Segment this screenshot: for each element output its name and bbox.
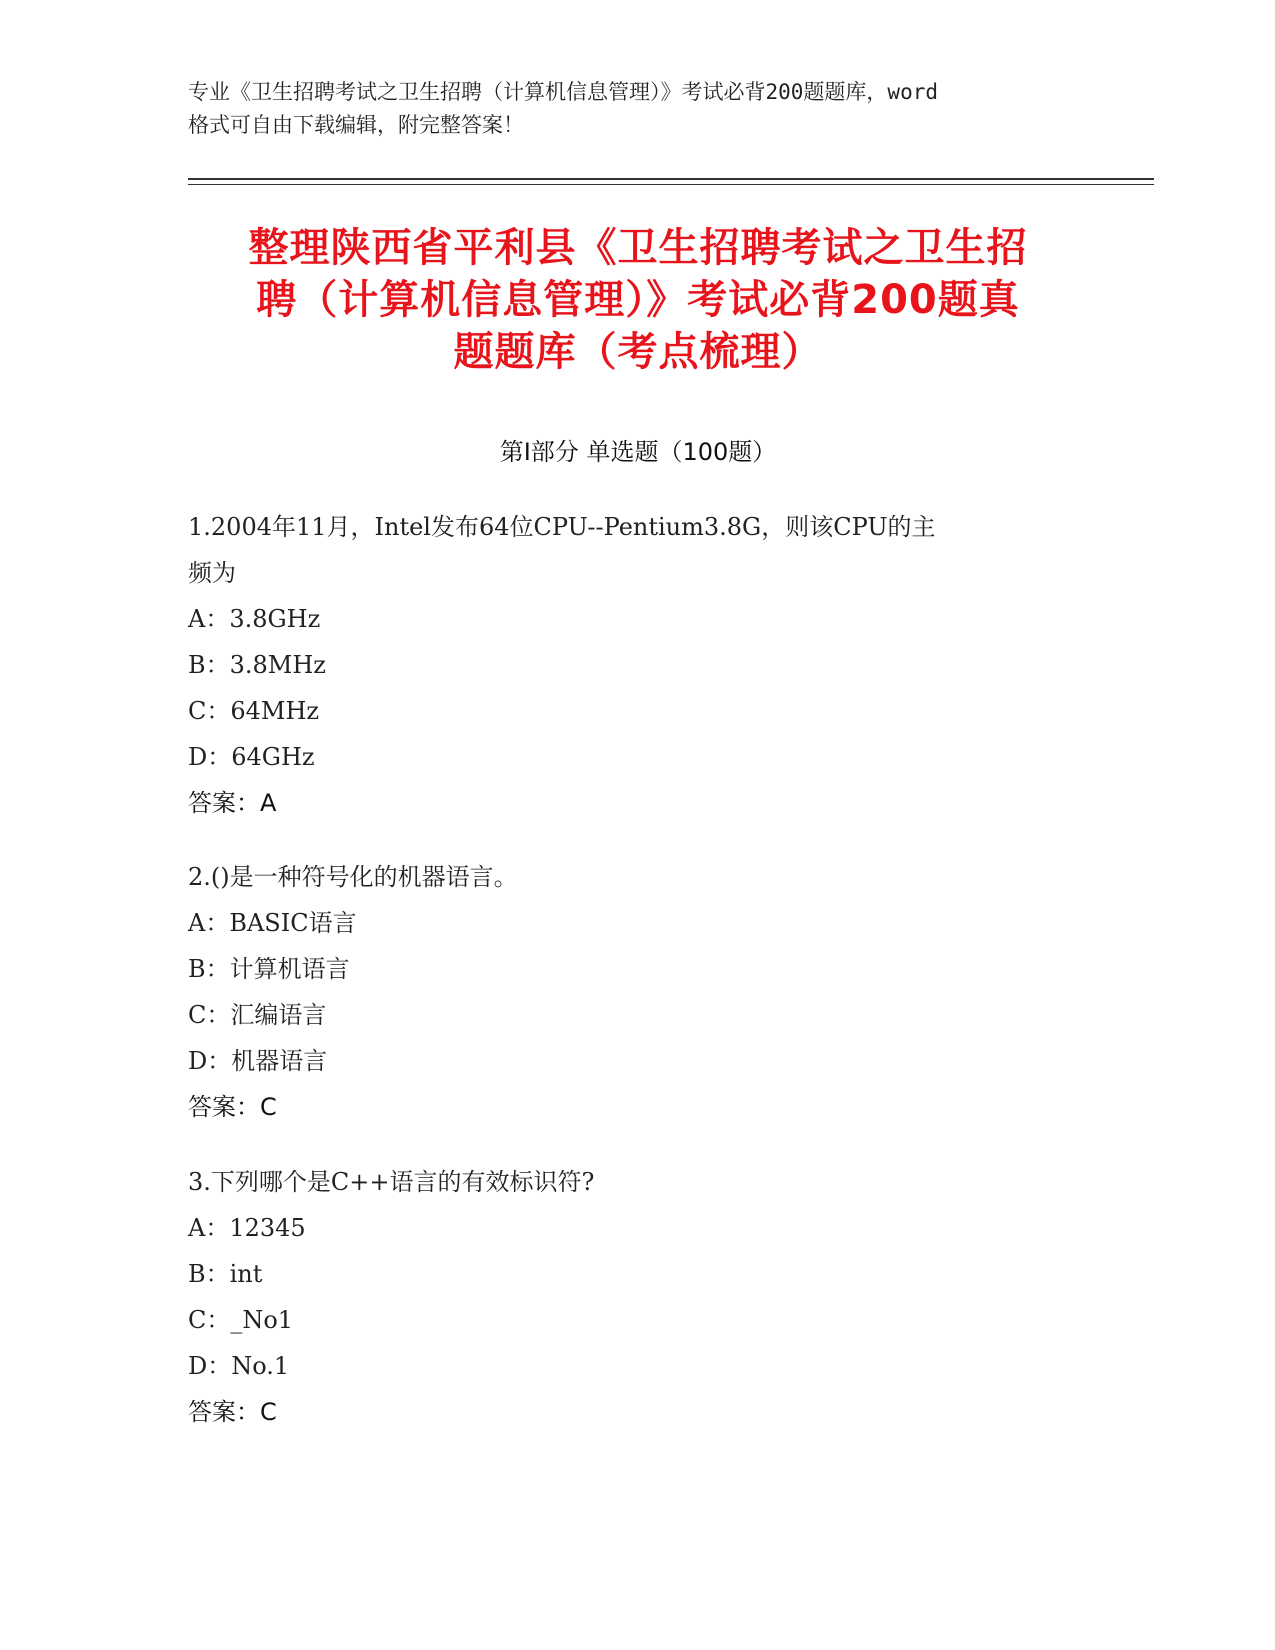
title-line: 聘（计算机信息管理）》考试必背200题真 xyxy=(256,277,1020,323)
option-b: B：int xyxy=(188,1260,263,1288)
question-block xyxy=(188,1159,1088,1435)
option-a: A：BASIC语言 xyxy=(188,909,357,937)
question-stem: 3.下列哪个是C++语言的有效标识符? xyxy=(188,1168,595,1196)
option-d: D：No.1 xyxy=(188,1352,290,1380)
option-d: D：64GHz xyxy=(188,743,315,771)
header-divider xyxy=(188,178,1154,180)
question-block xyxy=(188,504,1088,826)
option-c: C：_No1 xyxy=(188,1306,294,1334)
answer-label: 答案：A xyxy=(188,789,277,817)
question-stem: 频为 xyxy=(188,559,236,587)
question-block xyxy=(188,854,1088,1130)
title-line: 题题库（考点梳理） xyxy=(453,329,823,375)
title-line: 整理陕西省平利县《卫生招聘考试之卫生招 xyxy=(248,225,1028,271)
intro-line: 专业《卫生招聘考试之卫生招聘（计算机信息管理）》考试必背200题题库，word xyxy=(188,80,938,104)
document-title xyxy=(188,222,1088,378)
option-b: B：3.8MHz xyxy=(188,651,326,679)
answer-label: 答案：C xyxy=(188,1398,277,1426)
option-c: C：64MHz xyxy=(188,697,320,725)
question-stem: 2.()是一种符号化的机器语言。 xyxy=(188,863,518,891)
option-d: D：机器语言 xyxy=(188,1047,328,1075)
option-a: A：12345 xyxy=(188,1214,306,1242)
option-b: B：计算机语言 xyxy=(188,955,350,983)
intro-line: 格式可自由下载编辑，附完整答案！ xyxy=(188,113,524,137)
section-heading: 第Ⅰ部分 单选题（100题） xyxy=(499,438,777,466)
answer-label: 答案：C xyxy=(188,1093,277,1121)
option-a: A：3.8GHz xyxy=(188,605,321,633)
option-c: C：汇编语言 xyxy=(188,1001,327,1029)
question-stem: 1.2004年11月，Intel发布64位CPU--Pentium3.8G，则该CPU的主 xyxy=(188,513,936,541)
document-intro xyxy=(188,76,1088,142)
header-divider xyxy=(188,184,1154,185)
